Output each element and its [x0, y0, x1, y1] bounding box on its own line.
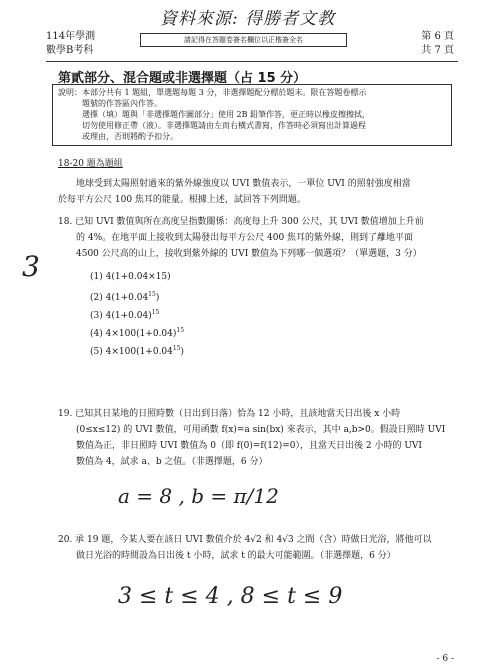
instruction-line: 切勿使用修正帶（液）。非選擇題請由左而右橫式書寫，作答時必須寫出計算過程: [82, 121, 366, 130]
question-line: 18. 已知 UVI 數值與所在高度呈指數關係：高度每上升 300 公尺，其 UVI 數值增加上升前: [58, 217, 424, 227]
total-pages-label: 共 7 頁: [421, 45, 454, 56]
group-intro: [58, 176, 458, 208]
option-item: [90, 270, 184, 288]
exam-subject: 數學B考科: [46, 45, 94, 56]
question-20: [58, 532, 458, 564]
option-label: (5): [90, 347, 103, 357]
question-line: 19. 已知其日某地的日照時數（日出到日落）恰為 12 小時，且該地當天日出後 x 小時: [58, 409, 401, 419]
option-expression: 4(1+0.04): [105, 311, 152, 321]
handwritten-answer-20: 3 ≤ t ≤ 4 , 8 ≤ t ≤ 9: [118, 584, 343, 609]
question-group-label: 18-20 題為題組: [58, 159, 123, 169]
question-line: 做日光浴的時間設為日出後 t 小時，試求 t 的最大可能範圍。（非選擇題，6 分）: [76, 551, 396, 561]
question-line: 20. 承 19 題，今某人要在該日 UVI 數值介於 4√2 和 4√3 之間（含）時做日光浴，將他可以: [58, 535, 432, 545]
question-line: 的 4%。在地平面上接收到太陽發出每平方公尺 400 焦耳的紫外線，則到了離地平面: [76, 233, 414, 243]
option-label: (4): [90, 329, 103, 339]
handwritten-answer-19: a = 8 , b = π/12: [118, 484, 279, 508]
question-line: 4500 公尺高的山上，接收到紫外線的 UVI 數值為下列哪一個選項？（單選題，3 分）: [76, 249, 422, 259]
option-exponent: 15: [176, 327, 185, 334]
option-expression: 4(1+0.04×15): [105, 272, 171, 282]
question-line: 數值為 4，試求 a、b 之值。（非選擇題，6 分）: [76, 457, 268, 467]
question-18: [58, 214, 458, 262]
instruction-line: 選擇（填）題與「非選擇題作圖部分」使用 2B 鉛筆作答，更正時以橡皮擦擦拭，: [82, 110, 371, 119]
option-tail: ): [180, 347, 185, 357]
instructions-box: [52, 84, 452, 146]
option-item: [90, 324, 184, 342]
handwritten-source-note: 資料來源: 得勝者文教: [160, 9, 336, 29]
option-exponent: 15: [148, 291, 156, 298]
option-expression: 4(1+0.04: [105, 293, 149, 303]
exam-year: 114年學測: [46, 31, 96, 42]
signature-notice: 請記得在答題卷簽名欄位以正楷簽全名: [140, 33, 347, 47]
option-expression: 4×100(1+0.04: [105, 347, 173, 357]
question-line: (0≤x≤12) 的 UVI 數值，可用函數 f(x)=a sin(bx) 來表示，其中 a,b>0。假設日照時 UVI: [76, 425, 446, 435]
instruction-line: 說明：本部分共有 1 題組，單選題每題 3 分，非選擇題配分標於題末。限在答題卷標示: [58, 88, 367, 97]
option-exponent: 15: [151, 309, 160, 316]
option-label: (2): [90, 293, 103, 303]
option-label: (3): [90, 311, 103, 321]
header-rule: [46, 61, 458, 62]
option-label: (1): [90, 272, 103, 282]
intro-line: 於每平方公尺 100 焦耳的能量。根據上述，試回答下列問題。: [58, 195, 306, 205]
handwritten-answer-18: 3: [22, 250, 40, 283]
intro-line: 地球受到太陽照射過來的紫外線強度以 UVI 數值表示，一單位 UVI 的照射強度相當: [76, 179, 411, 189]
option-tail: ): [155, 293, 160, 303]
page-label: 第 6 頁: [421, 31, 454, 42]
option-item: [90, 288, 184, 306]
option-expression: 4×100(1+0.04): [105, 329, 177, 339]
option-exponent: 15: [172, 345, 181, 352]
header-left: [46, 30, 95, 58]
header-right: [421, 30, 454, 58]
question-line: 數值為正，非日照時 UVI 數值為 0（即 f(0)=f(12)=0），且當天日出後 2 小時的 UVI: [76, 441, 422, 451]
page-number: - 6 -: [436, 654, 454, 664]
option-item: [90, 342, 184, 360]
option-item: [90, 306, 184, 324]
option-list: [90, 270, 184, 360]
question-19: [58, 406, 458, 470]
section-title: 第貳部分、混合題或非選擇題（占 15 分）: [58, 71, 307, 86]
instruction-line: 題號的作答區內作答。: [82, 99, 162, 108]
instruction-line: 或理由，否則將酌予扣分。: [82, 132, 178, 141]
